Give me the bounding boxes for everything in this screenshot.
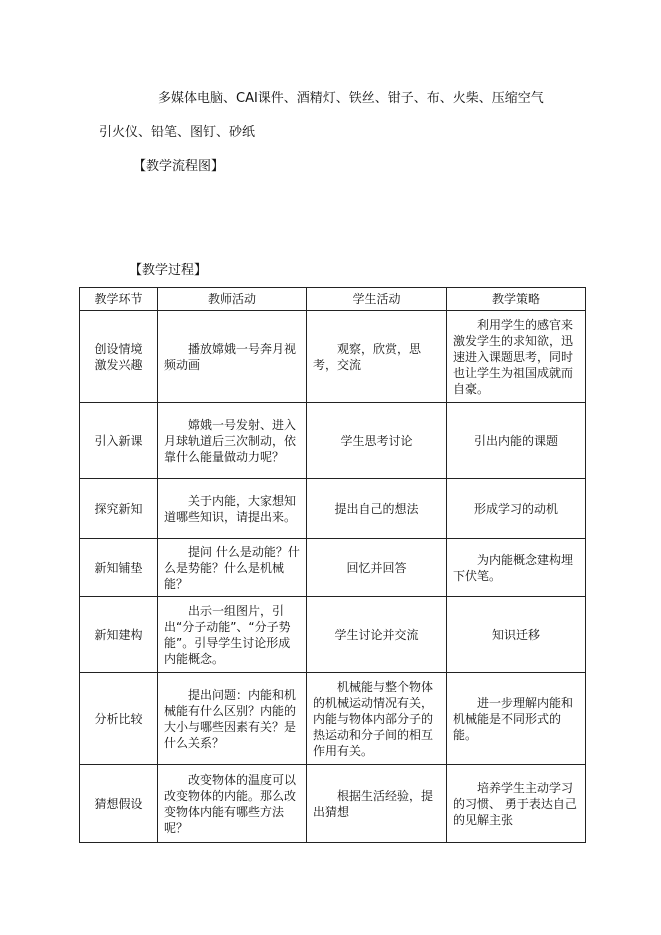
row-teacher-activity: 改变物体的温度可以改变物体的内能。那么改变物体内能有哪些方法呢？ (158, 765, 307, 843)
table-row (80, 403, 586, 479)
row-teaching-strategy: 知识迁移 (447, 597, 586, 673)
row-student-activity: 根据生活经验，提出猜想 (307, 765, 447, 843)
row-stage: 引入新课 (80, 403, 158, 479)
table-row (80, 765, 586, 843)
row-teacher-activity: 提问 什么是动能？什么是势能？什么是机械能？ (158, 539, 307, 597)
row-teaching-strategy: 利用学生的感官来激发学生的求知欲，迅速进入课题思考，同时也让学生为祖国成就而自豪。 (447, 311, 586, 403)
row-teaching-strategy: 引出内能的课题 (447, 403, 586, 479)
header-stage: 教学环节 (80, 288, 158, 311)
table-header-row (80, 288, 586, 311)
row-stage: 猜想假设 (80, 765, 158, 843)
process-heading: 【教学过程】 (129, 263, 208, 278)
table-row (80, 673, 586, 765)
row-student-activity: 学生讨论并交流 (307, 597, 447, 673)
row-teaching-strategy: 为内能概念建构埋下伏笔。 (447, 539, 586, 597)
row-teaching-strategy: 形成学习的动机 (447, 479, 586, 539)
row-teacher-activity: 提出问题：内能和机械能有什么区别？内能的大小与哪些因素有关？是什么关系？ (158, 673, 307, 765)
row-student-activity: 机械能与整个物体的机械运动情况有关，内能与物体内部分子的热运动和分子间的相互作用有关。 (307, 673, 447, 765)
table-row (80, 597, 586, 673)
lesson-process-table (79, 287, 586, 843)
row-teacher-activity: 关于内能，大家想知道哪些知识，请提出来。 (158, 479, 307, 539)
row-student-activity: 学生思考讨论 (307, 403, 447, 479)
row-teaching-strategy: 进一步理解内能和机械能是不同形式的能。 (447, 673, 586, 765)
row-student-activity: 回忆并回答 (307, 539, 447, 597)
row-teacher-activity: 播放嫦娥一号奔月视频动画 (158, 311, 307, 403)
table-row (80, 539, 586, 597)
row-teacher-activity: 嫦娥一号发射、进入月球轨道后三次制动，依靠什么能量做动力呢？ (158, 403, 307, 479)
row-student-activity: 观察，欣赏，思考，交流 (307, 311, 447, 403)
materials-line-2: 引火仪、铅笔、图钉、砂纸 (99, 125, 256, 140)
table-row (80, 311, 586, 403)
row-stage: 分析比较 (80, 673, 158, 765)
materials-line-1: 多媒体电脑、CAI课件、酒精灯、铁丝、钳子、布、火柴、压缩空气 (158, 91, 544, 106)
row-stage: 探究新知 (80, 479, 158, 539)
row-teaching-strategy: 培养学生主动学习的习惯、 勇于表达自己的见解主张 (447, 765, 586, 843)
header-teaching-strategy: 教学策略 (447, 288, 586, 311)
row-stage: 新知铺垫 (80, 539, 158, 597)
row-stage: 新知建构 (80, 597, 158, 673)
table-row (80, 479, 586, 539)
row-student-activity: 提出自己的想法 (307, 479, 447, 539)
flow-chart-heading: 【教学流程图】 (133, 159, 225, 174)
row-teacher-activity: 出示一组图片，引出“分子动能”、“分子势能”。引导学生讨论形成内能概念。 (158, 597, 307, 673)
header-student-activity: 学生活动 (307, 288, 447, 311)
row-stage: 创设情境 激发兴趣 (80, 311, 158, 403)
header-teacher-activity: 教师活动 (158, 288, 307, 311)
